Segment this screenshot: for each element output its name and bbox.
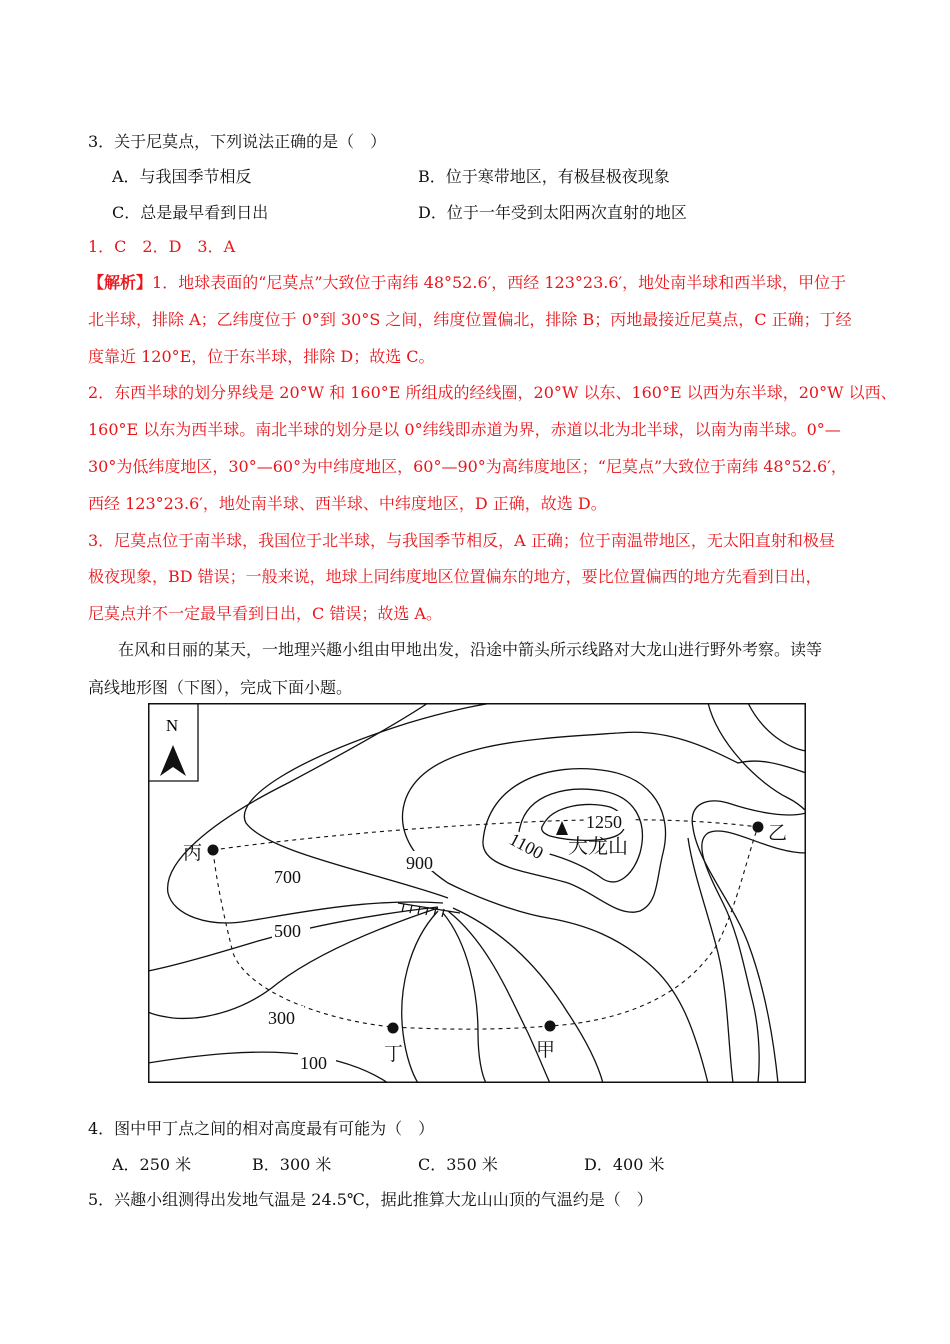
contour-label-300: 300 [268,1008,295,1028]
analysis-p1-line2: 北半球，排除 A；乙纬度位于 0°到 30°S 之间，纬度位置偏北，排除 B；丙地最接近尼莫点，C 正确；丁经 [88,310,852,329]
contour-label-700: 700 [274,867,301,887]
contour-label-100: 100 [300,1053,327,1073]
q5-stem: 5．兴趣小组测得出发地气温是 24.5℃，据此推算大龙山山顶的气温约是（ ） [88,1190,653,1209]
analysis-p3-line1: 3．尼莫点位于南半球，我国位于北半球，与我国季节相反，A 正确；位于南温带地区，无太阳直射和极昼 [88,531,835,550]
analysis-p2-line4: 西经 123°23.6′，地处南半球、西半球、中纬度地区，D 正确，故选 D。 [88,494,607,513]
point-jia-label: 甲 [536,1040,556,1061]
point-jia-marker [545,1021,556,1032]
intro-line1: 在风和日丽的某天，一地理兴趣小组由甲地出发，沿途中箭头所示线路对大龙山进行野外考察。读等 [118,640,823,659]
q4-stem: 4．图中甲丁点之间的相对高度最有可能为（ ） [88,1119,435,1138]
q4-option-c: C．350 米 [418,1155,498,1174]
point-bing-marker [208,845,219,856]
q3-option-c: C．总是最早看到日出 [112,203,269,222]
analysis-p2-line3: 30°为低纬度地区，30°—60°为中纬度地区，60°—90°为高纬度地区；“尼莫点”大致位于南纬 48°52.6′， [88,457,847,476]
intro-line2: 高线地形图（下图），完成下面小题。 [88,678,353,697]
q4-option-b: B．300 米 [252,1155,332,1174]
contour-label-900: 900 [406,853,433,873]
q4-option-d: D．400 米 [584,1155,665,1174]
analysis-p2-line2: 160°E 以东为西半球。南北半球的划分是以 0°纬线即赤道为界，赤道以北为北半球，以南为南半球。0°— [88,420,841,439]
analysis-label: 【解析】 [88,273,153,292]
answer-key: 1．C 2．D 3．A [88,237,236,256]
q3-option-b: B．位于寒带地区，有极昼极夜现象 [418,167,670,186]
north-label: N [165,716,179,735]
analysis-p2-line1: 2．东西半球的划分界线是 20°W 和 160°E 所组成的经线圈，20°W 以东、160°E 以西为东半球，20°W 以西、 [88,383,897,402]
contour-label-1250: 1250 [586,812,622,832]
analysis-p3-line3: 尼莫点并不一定最早看到日出，C 错误；故选 A。 [88,604,442,623]
analysis-p1-line1: 【解析】1．地球表面的“尼莫点”大致位于南纬 48°52.6′，西经 123°23.6′，地处南半球和西半球，甲位于 [88,273,847,292]
q3-option-d: D．位于一年受到太阳两次直射的地区 [418,203,687,222]
summit-label: 大龙山 [568,836,628,858]
contour-label-500: 500 [274,921,301,941]
point-ding-label: 丁 [384,1044,404,1065]
analysis-p1-line3: 度靠近 120°E，位于东半球，排除 D；故选 C。 [88,347,435,366]
contour-label-1100: 1100 [506,828,547,864]
q4-option-a: A．250 米 [112,1155,192,1174]
q3-option-a: A．与我国季节相反 [112,167,252,186]
point-yi-marker [753,822,764,833]
point-bing-label: 丙 [183,843,203,864]
map-frame [149,704,806,1083]
contour-map [148,703,806,1083]
point-yi-label: 乙 [768,823,788,844]
point-ding-marker [388,1023,399,1034]
analysis-p3-line2: 极夜现象，BD 错误；一般来说，地球上同纬度地区位置偏东的地方，要比位置偏西的地方先看到日出， [88,567,822,586]
q3-stem: 3．关于尼莫点，下列说法正确的是（ ） [88,132,387,151]
